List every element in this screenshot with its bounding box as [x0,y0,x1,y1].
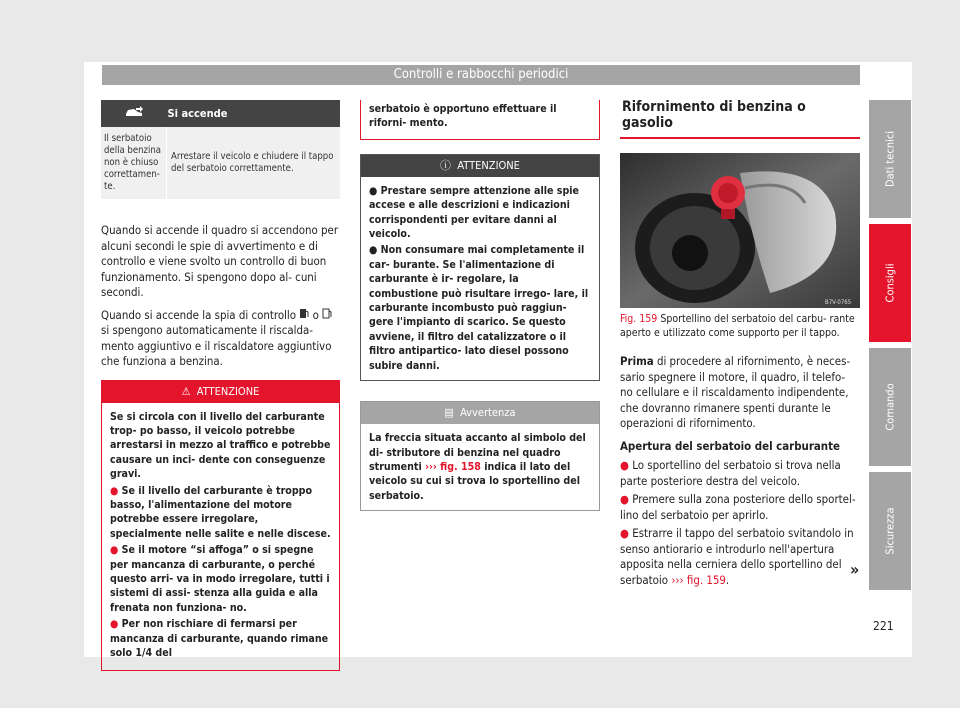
fuel-pump-icon [299,308,309,319]
list-item: ● Estrarre il tappo del serbatoio svitandolo in senso antiorario e introdurlo nell'apertura apposita nella cerniera dello sportellino del serbatoio ››› fig. 159. [620,526,854,587]
table-cell-label: Il serbatoio della benzina non è chiuso correttamen- te. [101,127,167,199]
svg-text:B7V-0765: B7V-0765 [825,299,852,306]
column-2 [360,100,600,511]
fig-link[interactable]: ››› fig. 159 [671,572,726,587]
warning-box [101,380,340,672]
status-table [101,100,340,199]
body-text [101,223,340,370]
tab-sicurezza[interactable]: Sicurezza [869,472,911,590]
warning-bullet: ● Se il motore “si affoga” o si spegne per mancanza di carburante, o perché questo arri- va in modo irregolare, tutti i sistemi di assi- stenza alla guida e alla frenata non funziona- no. [110,544,330,614]
page-header: Controlli e rabbocchi periodici [102,65,860,85]
warning-text: Se si circola con il livello del carburante trop- po basso, il veicolo potrebbe arrestarsi in mezzo al traffico e potrebbe causare un inci- dente con conseguenze gravi. [110,410,331,481]
warning-bullet: ● Se il livello del carburante è troppo basso, l'alimentazione del motore potrebbe essere irregolare, specialmente nelle salite e nelle discese. [110,484,331,540]
note-text: La freccia situata accanto al simbolo del di- stributore di benzina nel quadro strumenti ››› fig. 158 indica il lato del veicolo su cui si trova lo sportellino del serbatoio. [369,432,586,502]
column-1 [101,100,340,671]
attention-header: ⓘ ATTENZIONE [361,155,599,177]
table-icon-header [101,100,167,127]
column-3 [620,100,860,591]
fuel-pump-outline-icon [322,308,332,319]
paragraph: Prima di procedere al rifornimento, è neces- sario spegnere il motore, il quadro, il telefo- no cellulare e il riscaldamento indipendente, che dovranno rimanere spenti durante le operazioni di rifornimento. [620,354,851,430]
subheading: Apertura del serbatoio del carburante [620,438,840,453]
warning-bullet: ● Per non rischiare di fermarsi per mancanza di carburante, quando rimane solo 1/4 del [110,618,329,659]
table-col-header: Si accende [167,100,341,127]
warning-continuation: serbatoio è opportuno effettuare il riforni- mento. [360,100,600,140]
paragraph: Quando si accende la spia di controllo o si spengono automaticamente il riscalda- mento aggiuntivo e il riscaldatore aggiuntivo che funziona a benzina. [101,307,332,368]
paragraph: Quando si accende il quadro si accendono per alcuni secondi le spie di avvertimento e di controllo e viene svolto un controllo di buon funzionamento. Si spengono dopo al- cuni secondi. [101,223,339,299]
tab-consigli[interactable]: Consigli [869,224,911,342]
tab-dati-tecnici[interactable]: Dati tecnici [869,100,911,218]
warning-header: ⚠ ATTENZIONE [102,381,339,403]
figure-caption: Fig. 159 Sportellino del serbatoio del carbu- rante aperto e utilizzato come supporto per il tappo. [620,313,855,339]
table-row [101,127,340,199]
table-cell-text: Arrestare il veicolo e chiudere il tappo del serbatoio correttamente. [167,127,341,199]
attention-bullet: ● Prestare sempre attenzione alle spie accese e alle descrizioni e indicazioni corrispondenti per evitare danni al veicolo. [369,184,580,241]
list-item: ● Premere sulla zona posteriore dello sportel- lino del serbatoio per aprirlo. [620,492,856,522]
section-title: Rifornimento di benzina o gasolio [620,100,860,139]
page-number: 221 [873,619,894,633]
list-item: ● Lo sportellino del serbatoio si trova nella parte posteriore destra del veicolo. [620,458,841,488]
note-header: ▤ Avvertenza [361,402,599,424]
continue-arrow: » [850,560,860,579]
fig-link[interactable]: ››› fig. 158 [425,460,481,473]
tab-comando[interactable]: Comando [869,348,911,466]
note-box [360,401,600,511]
car-arrow-icon [124,106,144,118]
attention-box [360,154,600,381]
attention-bullet: ● Non consumare mai completamente il car- burante. Se l'alimentazione di carburante è ir- regolare, la combustione può risultare irrego- lare, il carburante incombusto può raggiun- gere l'impianto di scarico. Se questo avviene, il filtro del catalizzatore o il filtro antipartico- lato diesel possono subire danni. [369,244,589,372]
fuel-door-photo [620,153,860,308]
